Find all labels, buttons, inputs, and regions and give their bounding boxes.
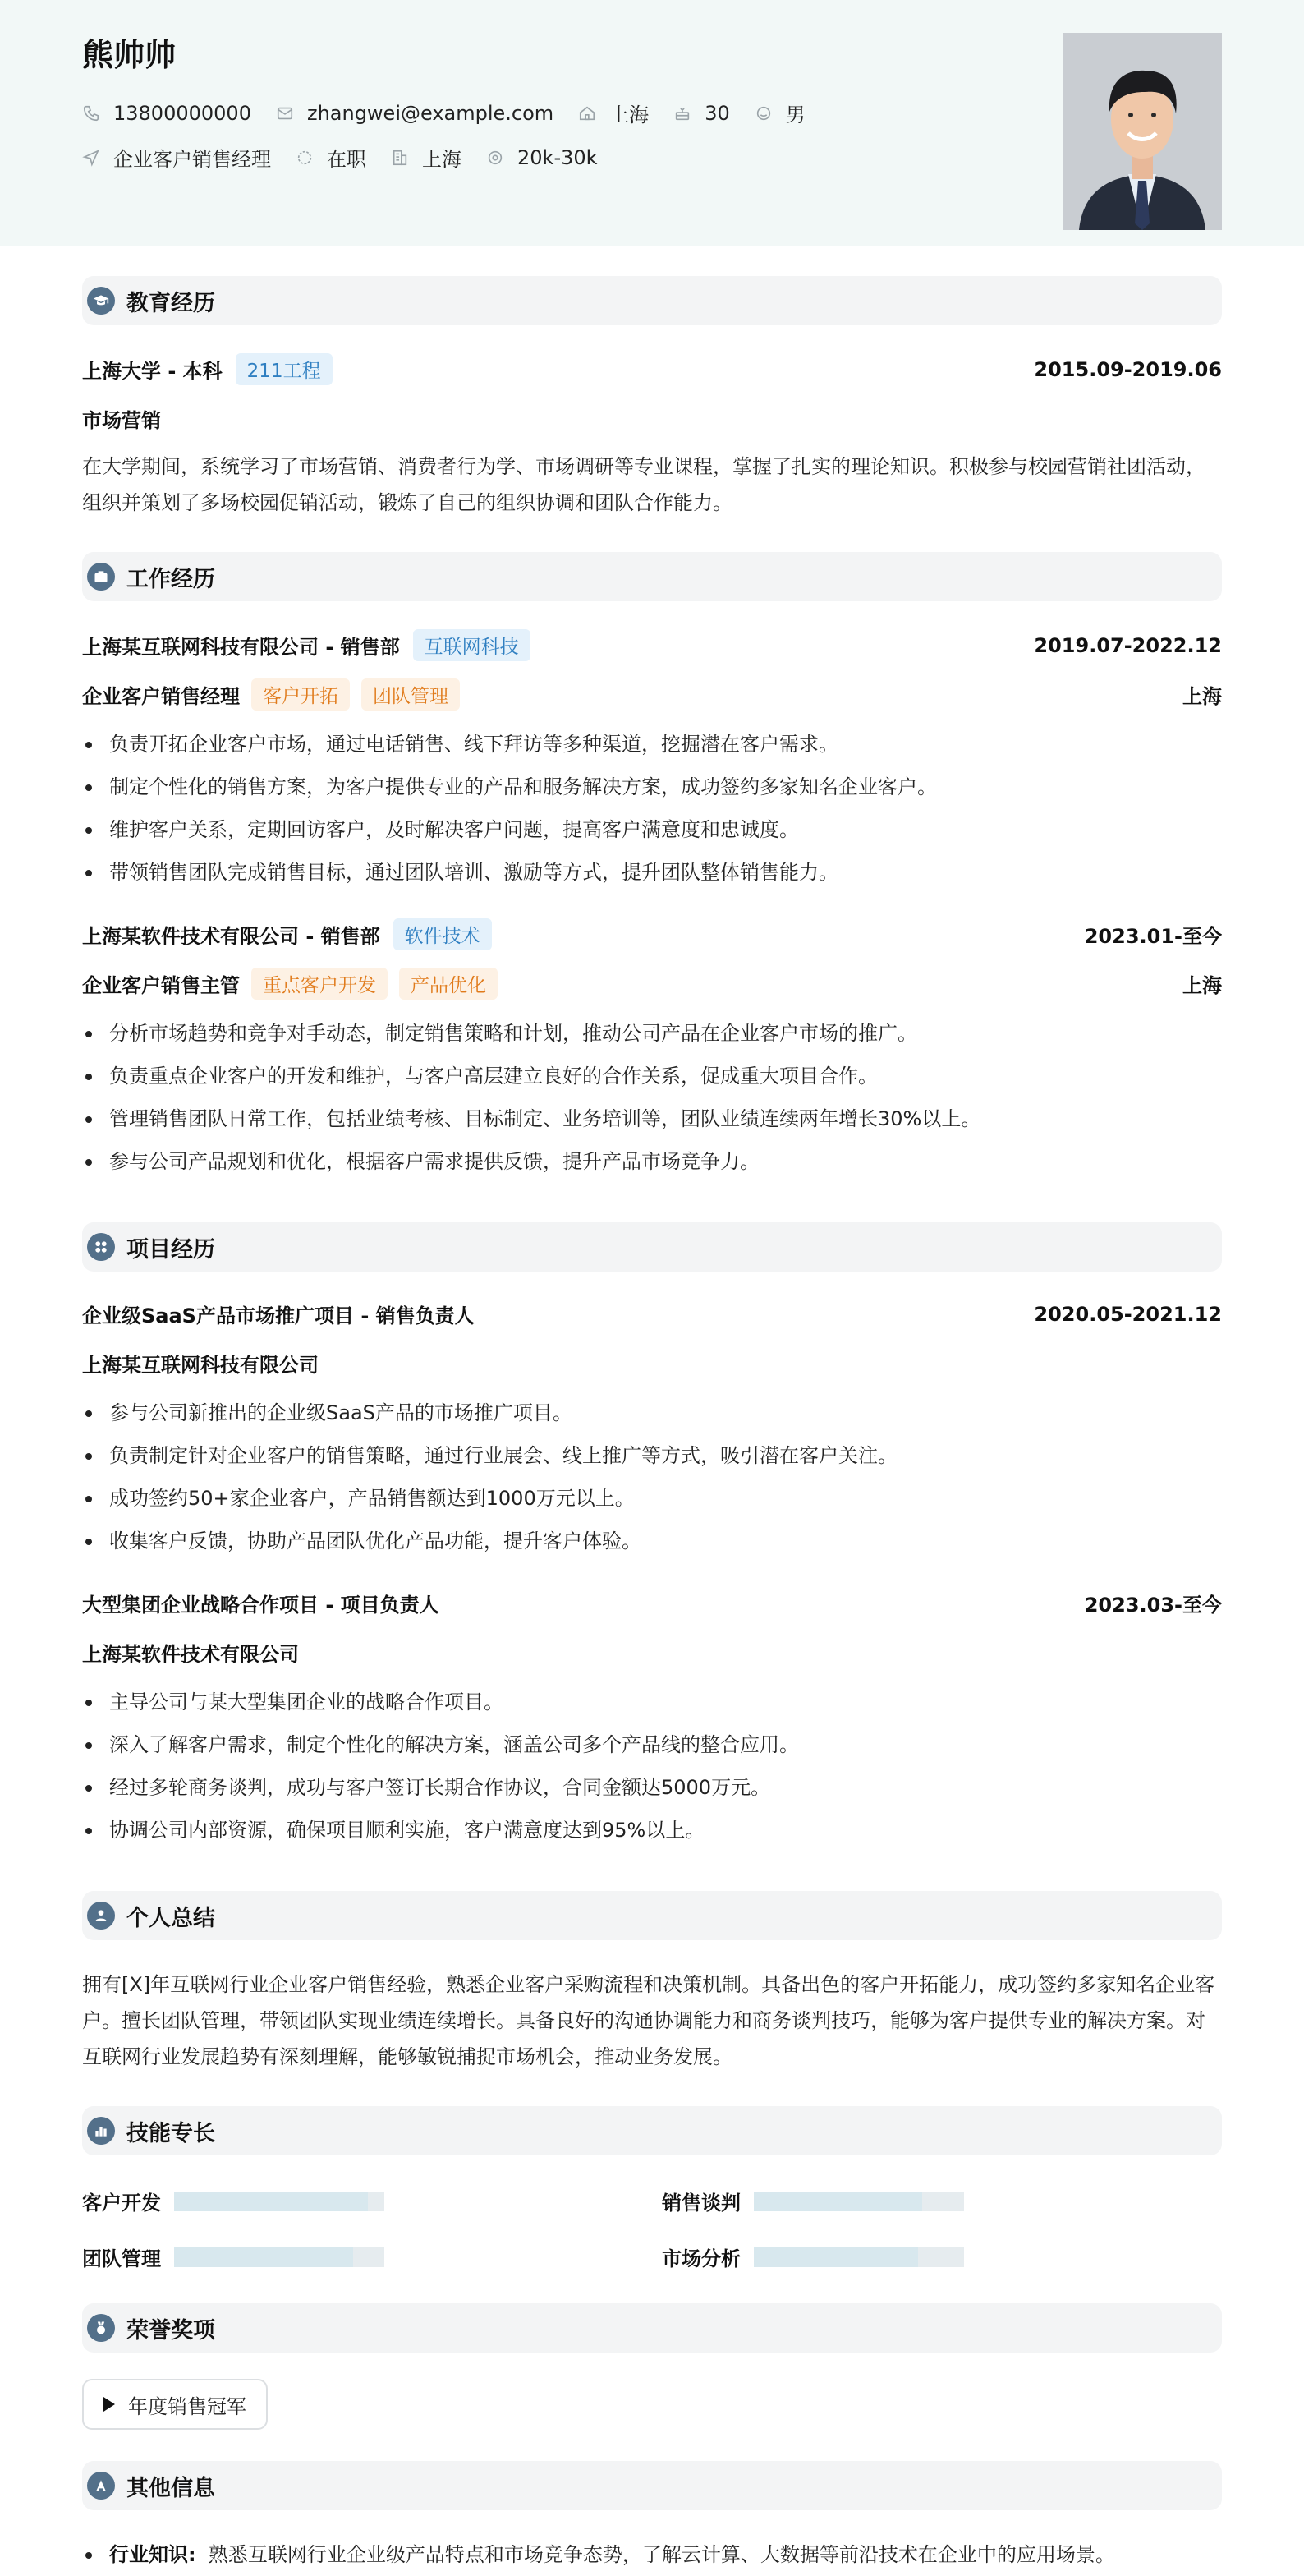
list-item [82, 2533, 1222, 2576]
industry-tag: 软件技术 [393, 918, 492, 950]
project-name: 大型集团企业战略合作项目 - 项目负责人 [82, 1594, 439, 1617]
section-honors [82, 2303, 1222, 2353]
award-label: 年度销售冠军 [128, 2394, 246, 2418]
project-company: 上海某软件技术有限公司 [82, 1643, 299, 1666]
company-name: 上海某软件技术有限公司 - 销售部 [82, 925, 380, 948]
job-role-line [82, 968, 1222, 1000]
phone-item [82, 102, 251, 125]
other-label: 行业知识: [109, 2543, 196, 2566]
other-text: 熟悉互联网行业企业级产品特点和市场竞争态势，了解云计算、大数据等前沿技术在企业中的应用场景。 [208, 2543, 1115, 2566]
location-item [578, 99, 649, 127]
skill-bar [174, 2247, 384, 2267]
job-bullets [82, 723, 1222, 894]
salary-text: 20k-30k [517, 145, 598, 169]
skill-item [82, 2187, 384, 2215]
gender-item [755, 99, 806, 127]
section-title: 项目经历 [126, 1236, 215, 1263]
project-company-line [82, 1638, 1222, 1667]
skill-bar-fill [754, 2192, 922, 2211]
list-item: 负责重点企业客户的开发和维护，与客户高层建立良好的合作关系，促成重大项目合作。 [82, 1055, 1222, 1097]
email-text: zhangwei@example.com [306, 101, 554, 125]
contact-row [82, 99, 830, 127]
project-company-line [82, 1349, 1222, 1378]
industry-tag: 互联网科技 [413, 629, 530, 661]
list-item: 维护客户关系，定期回访客户，及时解决客户问题，提高客户满意度和忠诚度。 [82, 808, 1222, 851]
grid-icon [87, 1233, 115, 1261]
skill-item [662, 2187, 964, 2215]
project-date: 2023.03-至今 [1084, 1594, 1222, 1617]
medal-icon [87, 2314, 115, 2342]
job-row [82, 143, 622, 172]
age-item [673, 102, 730, 125]
city-text: 上海 [422, 148, 461, 171]
job-role: 企业客户销售主管 [82, 974, 240, 997]
job-header [82, 918, 1222, 950]
list-item: 带领销售团队完成销售目标，通过团队培训、激励等方式，提升团队整体销售能力。 [82, 851, 1222, 894]
section-education [82, 276, 1222, 325]
skill-bar-fill [174, 2247, 353, 2267]
job-date: 2019.07-2022.12 [1034, 633, 1222, 657]
skill-name: 销售谈判 [662, 2192, 741, 2215]
list-item: 参与公司新推出的企业级SaaS产品的市场推广项目。 [82, 1392, 1222, 1434]
candidate-name: 熊帅帅 [82, 37, 177, 73]
project-date: 2020.05-2021.12 [1034, 1302, 1222, 1326]
skill-item [82, 2242, 384, 2271]
education-description: 在大学期间，系统学习了市场营销、消费者行为学、市场调研等专业课程，掌握了扎实的理论知识。积极参与校园营销社团活动，组织并策划了多场校园促销活动，锻炼了自己的组织协调和团队合作能力。 [82, 455, 1205, 514]
skill-tag: 团队管理 [361, 678, 460, 711]
status-item [296, 143, 366, 172]
school-tag: 211工程 [236, 353, 333, 385]
salary-item [486, 146, 598, 169]
building-icon [391, 149, 409, 167]
play-icon [103, 2397, 115, 2412]
list-item: 负责开拓企业客户市场，通过电话销售、线下拜访等多种渠道，挖掘潜在客户需求。 [82, 723, 1222, 766]
list-item: 成功签约50+家企业客户，产品销售额达到1000万元以上。 [82, 1477, 1222, 1520]
education-header [82, 353, 1222, 385]
section-title: 个人总结 [126, 1905, 215, 1931]
section-skills [82, 2106, 1222, 2155]
company-name: 上海某互联网科技有限公司 - 销售部 [82, 636, 400, 659]
position-item [82, 143, 271, 172]
skill-name: 市场分析 [662, 2247, 741, 2270]
status-text: 在职 [327, 148, 366, 171]
section-title: 荣誉奖项 [126, 2317, 215, 2344]
school-name: 上海大学 - 本科 [82, 360, 223, 383]
phone-text: 13800000000 [113, 101, 251, 125]
other-list [82, 2533, 1222, 2576]
gender-icon [755, 104, 773, 122]
job-date: 2023.01-至今 [1084, 925, 1222, 948]
chart-icon [87, 2117, 115, 2145]
resume-header [0, 0, 1304, 246]
location-text: 上海 [609, 104, 650, 126]
list-item: 协调公司内部资源，确保项目顺利实施，客户满意度达到95%以上。 [82, 1809, 1222, 1852]
skill-bar [174, 2192, 384, 2211]
award-button[interactable] [82, 2379, 268, 2430]
briefcase-icon [87, 563, 115, 591]
refresh-icon [296, 149, 314, 167]
skill-tag: 客户开拓 [251, 678, 350, 711]
list-item: 深入了解客户需求，制定个性化的解决方案，涵盖公司多个产品线的整合应用。 [82, 1723, 1222, 1766]
job-role: 企业客户销售经理 [82, 685, 240, 708]
list-item: 制定个性化的销售方案，为客户提供专业的产品和服务解决方案，成功签约多家知名企业客户。 [82, 766, 1222, 808]
skill-item [662, 2242, 964, 2271]
major-line [82, 404, 1222, 433]
list-item: 主导公司与某大型集团企业的战略合作项目。 [82, 1681, 1222, 1723]
info-icon [87, 2472, 115, 2500]
city-item [391, 143, 461, 172]
list-item: 经过多轮商务谈判，成功与客户签订长期合作协议，合同金额达5000万元。 [82, 1766, 1222, 1809]
project-bullets [82, 1681, 1222, 1852]
graduation-cap-icon [87, 287, 115, 315]
skill-tag: 产品优化 [399, 968, 498, 1000]
profile-photo [1063, 33, 1222, 230]
list-item: 分析市场趋势和竞争对手动态，制定销售策略和计划，推动公司产品在企业客户市场的推广。 [82, 1012, 1222, 1055]
project-company: 上海某互联网科技有限公司 [82, 1354, 319, 1377]
skill-bar-fill [174, 2192, 368, 2211]
section-title: 工作经历 [126, 566, 215, 592]
position-text: 企业客户销售经理 [113, 148, 271, 171]
job-city: 上海 [1182, 685, 1222, 708]
job-header [82, 629, 1222, 661]
skill-bar-fill [754, 2247, 918, 2267]
summary-text: 拥有[X]年互联网行业企业客户销售经验，熟悉企业客户采购流程和决策机制。具备出色的客户开拓能力，成功签约多家知名企业客户。擅长团队管理，带领团队实现业绩连续增长。具备良好的沟通协调能力和商务谈判技巧，能够为客户提供专业的解决方案。对互联网行业发展趋势有深刻理解，能够敏锐捕捉市场机会，推动业务发展。 [82, 1973, 1215, 2068]
section-title: 教育经历 [126, 290, 215, 316]
phone-icon [82, 104, 100, 122]
project-header [82, 1300, 1222, 1328]
project-header [82, 1589, 1222, 1617]
major-name: 市场营销 [82, 409, 161, 432]
cake-icon [673, 104, 691, 122]
section-work [82, 552, 1222, 601]
list-item: 参与公司产品规划和优化，根据客户需求提供反馈，提升产品市场竞争力。 [82, 1140, 1222, 1183]
list-item: 收集客户反馈，协助产品团队优化产品功能，提升客户体验。 [82, 1520, 1222, 1562]
project-name: 企业级SaaS产品市场推广项目 - 销售负责人 [82, 1304, 475, 1327]
skill-name: 团队管理 [82, 2247, 161, 2270]
job-role-line [82, 678, 1222, 711]
age-text: 30 [705, 101, 730, 125]
section-title: 其他信息 [126, 2475, 215, 2501]
project-bullets [82, 1392, 1222, 1562]
skill-bar [754, 2247, 964, 2267]
skill-name: 客户开发 [82, 2192, 161, 2215]
section-projects [82, 1222, 1222, 1272]
list-item: 负责制定针对企业客户的销售策略，通过行业展会、线上推广等方式，吸引潜在客户关注。 [82, 1434, 1222, 1477]
user-icon [87, 1902, 115, 1930]
send-icon [82, 149, 100, 167]
section-title: 技能专长 [126, 2120, 215, 2146]
skill-bar [754, 2192, 964, 2211]
gender-text: 男 [785, 104, 806, 126]
job-city: 上海 [1182, 974, 1222, 997]
education-date: 2015.09-2019.06 [1034, 357, 1222, 381]
skill-tag: 重点客户开发 [251, 968, 388, 1000]
section-summary [82, 1891, 1222, 1940]
coin-icon [486, 149, 504, 167]
list-item: 管理销售团队日常工作，包括业绩考核、目标制定、业务培训等，团队业绩连续两年增长30%以上。 [82, 1097, 1222, 1140]
section-other [82, 2461, 1222, 2510]
job-bullets [82, 1012, 1222, 1183]
mail-icon [276, 104, 294, 122]
home-icon [578, 104, 596, 122]
email-item [276, 102, 553, 125]
